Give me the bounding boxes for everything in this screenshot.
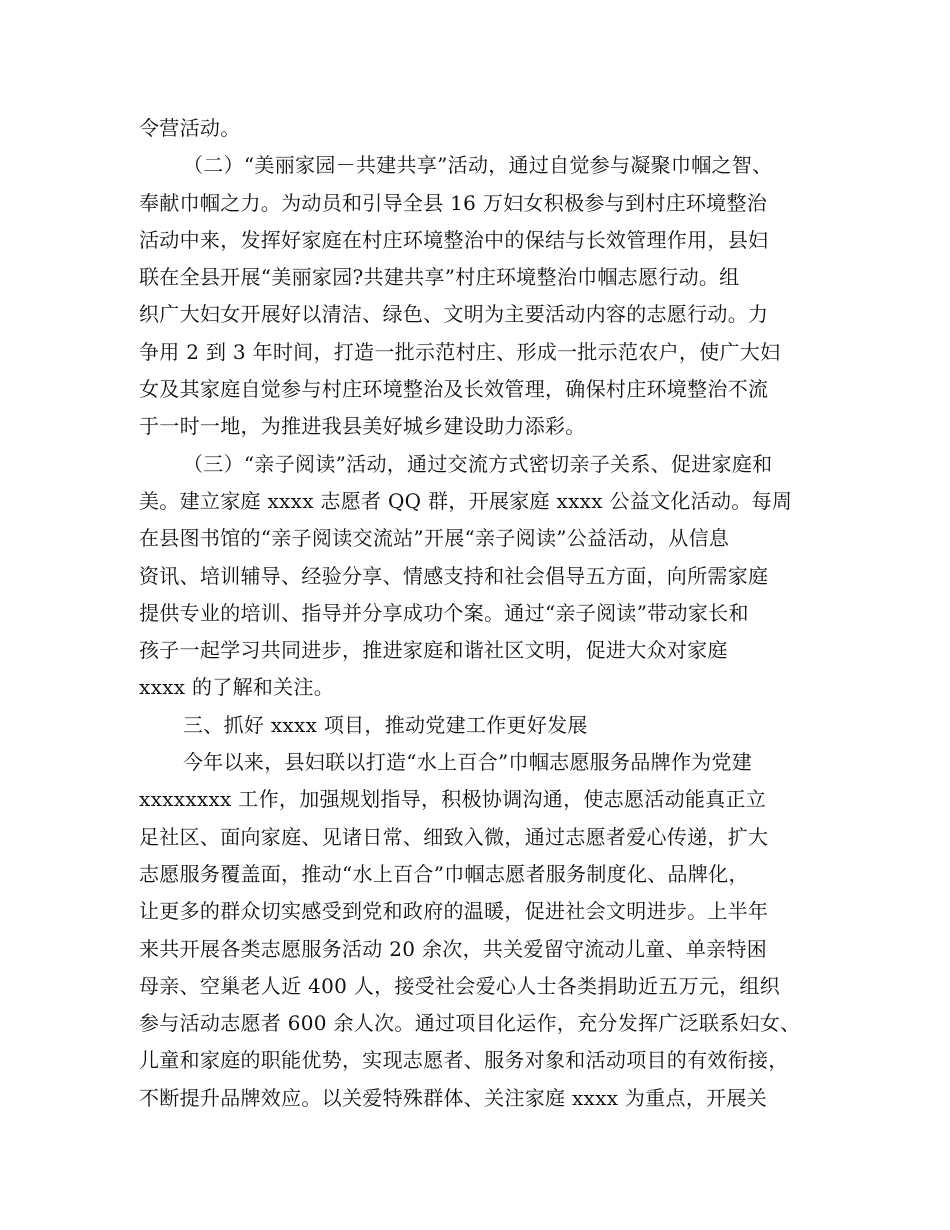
body-line: 提供专业的培训、指导并分享成功个案。通过“亲子阅读”带动家长和 xyxy=(139,600,749,625)
body-line: 让更多的群众切实感受到党和政府的温暖，促进社会文明进步。上半年 xyxy=(139,899,769,924)
body-line: xxxx 的了解和关注。 xyxy=(139,675,335,700)
body-line: 争用 2 到 3 年时间，打造一批示范村庄、形成一批示范农户，使广大妇 xyxy=(139,339,781,364)
body-line: 参与活动志愿者 600 余人次。通过项目化运作，充分发挥广泛联系妇女、 xyxy=(139,1011,801,1036)
body-line: 资讯、培训辅导、经验分享、情感支持和社会倡导五方面，向所需家庭 xyxy=(139,563,769,588)
body-line: 于一时一地，为推进我县美好城乡建设助力添彩。 xyxy=(139,414,586,439)
body-line: 女及其家庭自觉参与村庄环境整治及长效管理，确保村庄环境整治不流 xyxy=(139,377,769,402)
body-line: 孩子一起学习共同进步，推进家庭和谐社区文明，促进大众对家庭 xyxy=(139,638,728,663)
body-line: 织广大妇女开展好以清洁、绿色、文明为主要活动内容的志愿行动。力 xyxy=(139,302,769,327)
body-line: xxxxxxxx 工作，加强规划指导，积极协调沟通，使志愿活动能真正立 xyxy=(139,787,767,812)
body-line: 不断提升品牌效应。以关爱特殊群体、关注家庭 xxxx 为重点，开展关 xyxy=(139,1085,768,1110)
body-line: 母亲、空巢老人近 400 人，接受社会爱心人士各类捐助近五万元，组织 xyxy=(139,973,781,998)
document-body xyxy=(139,110,819,1117)
paragraph-first-line: 今年以来，县妇联以打造“水上百合”巾帼志愿服务品牌作为党建 xyxy=(183,750,753,775)
body-line: 在县图书馆的“亲子阅读交流站”开展“亲子阅读”公益活动，从信息 xyxy=(139,526,730,551)
body-line: 奉献巾帼之力。为动员和引导全县 16 万妇女积极参与到村庄环境整治 xyxy=(139,190,768,215)
body-line: 来共开展各类志愿服务活动 20 余次，共关爱留守流动儿童、单亲特困 xyxy=(139,936,768,961)
body-line: 儿童和家庭的职能优势，实现志愿者、服务对象和活动项目的有效衔接， xyxy=(139,1048,789,1073)
body-line: 足社区、面向家庭、见诸日常、细致入微，通过志愿者爱心传递，扩大 xyxy=(139,824,769,849)
part-three-heading: 三、抓好 xxxx 项目，推动党建工作更好发展 xyxy=(183,712,588,737)
section-three-heading-line: （三）“亲子阅读”活动，通过交流方式密切亲子关系、促进家庭和 xyxy=(183,451,773,476)
body-line: 美。建立家庭 xxxx 志愿者 QQ 群，开展家庭 xxxx 公益文化活动。每周 xyxy=(139,488,793,513)
body-line: 活动中来，发挥好家庭在村庄环境整治中的保结与长效管理作用，县妇 xyxy=(139,227,769,252)
body-line: 志愿服务覆盖面，推动“水上百合”巾帼志愿者服务制度化、品牌化， xyxy=(139,861,749,886)
body-line: 联在全县开展“美丽家园?共建共享”村庄环境整治巾帼志愿行动。组 xyxy=(139,265,740,290)
section-two-heading-line: （二）“美丽家园－共建共享”活动，通过自觉参与凝聚巾帼之智、 xyxy=(183,153,773,178)
body-line: 令营活动。 xyxy=(139,116,241,140)
